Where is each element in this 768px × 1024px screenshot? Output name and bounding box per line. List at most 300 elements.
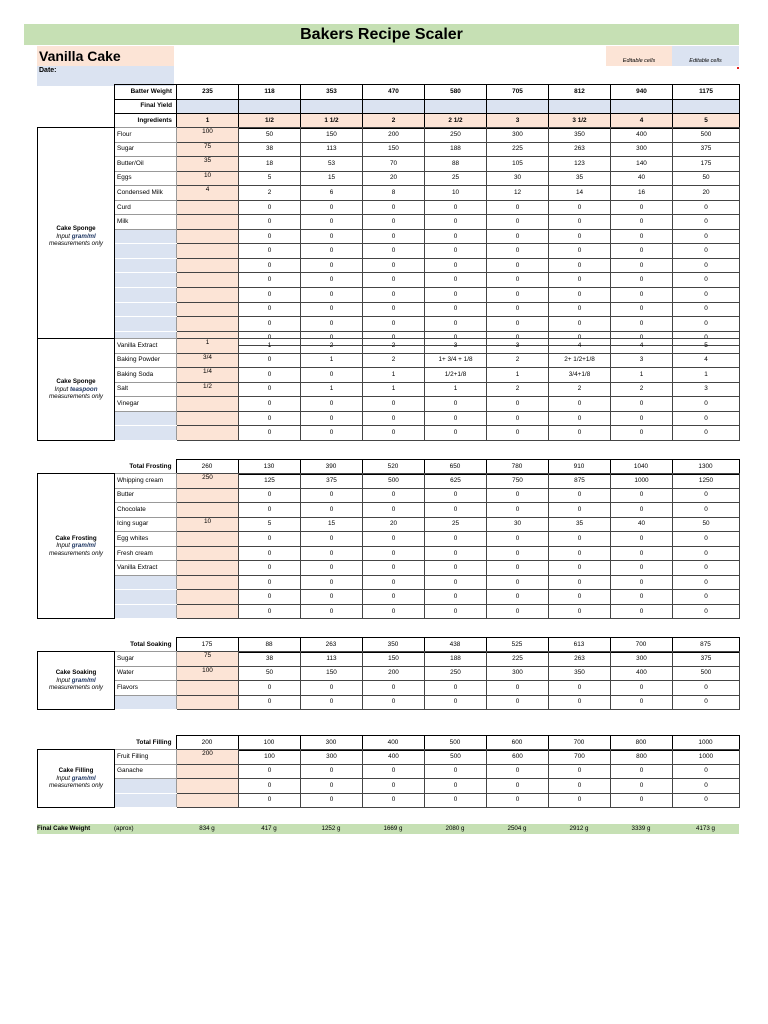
ingredient-name-cell[interactable]: Ganache xyxy=(115,764,177,779)
ingredient-name-cell[interactable] xyxy=(115,695,177,710)
scaled-amount-cell: 0 xyxy=(239,258,301,273)
scaled-amount-cell: 0 xyxy=(549,532,611,547)
scaled-amount-cell: 750 xyxy=(487,474,549,489)
ingredient-name-cell[interactable] xyxy=(115,229,177,244)
scaled-amount-cell: 0 xyxy=(673,590,740,605)
base-amount-cell[interactable]: 1/4 xyxy=(177,368,239,383)
final-weight-cell: 834 g xyxy=(199,825,215,832)
batter-weight-label: Batter Weight xyxy=(115,85,177,100)
scaled-amount-cell: 3 xyxy=(425,339,487,354)
scaled-amount-cell: 113 xyxy=(301,652,363,667)
final-weight-cell: 2080 g xyxy=(445,825,465,832)
total-cell: 525 xyxy=(486,638,548,653)
scaled-amount-cell: 700 xyxy=(549,750,611,765)
scaled-amount-cell: 0 xyxy=(239,546,301,561)
scaled-amount-cell: 25 xyxy=(425,171,487,186)
batter-weight-cell: 705 xyxy=(487,85,549,100)
base-amount-cell[interactable]: 75 xyxy=(177,142,239,157)
scaled-amount-cell: 0 xyxy=(239,317,301,332)
scaled-amount-cell: 0 xyxy=(549,575,611,590)
ingredient-name-cell[interactable]: Condensed Milk xyxy=(115,186,177,201)
scaled-amount-cell: 0 xyxy=(239,681,301,696)
scaled-amount-cell: 38 xyxy=(239,652,301,667)
ingredient-name-cell[interactable]: Butter/Oil xyxy=(115,157,177,172)
scaled-amount-cell: 0 xyxy=(487,229,549,244)
ingredient-row xyxy=(38,229,740,244)
section-note-suffix: measurements only xyxy=(49,782,103,790)
scaled-amount-cell: 0 xyxy=(425,426,487,441)
base-amount-cell[interactable]: 100 xyxy=(177,128,239,143)
scaled-amount-cell: 0 xyxy=(363,604,425,619)
base-amount-cell[interactable] xyxy=(177,779,239,794)
ingredient-row xyxy=(38,200,740,215)
header-grid xyxy=(114,84,740,129)
multiplier-cell[interactable]: 3 xyxy=(487,114,549,129)
scaled-amount-cell: 0 xyxy=(239,215,301,230)
sheet-title: Bakers Recipe Scaler xyxy=(24,24,739,45)
scaled-amount-cell: 0 xyxy=(611,561,673,576)
scaled-amount-cell: 0 xyxy=(487,397,549,412)
scaled-amount-cell: 0 xyxy=(301,229,363,244)
scaled-amount-cell: 30 xyxy=(487,171,549,186)
scaled-amount-cell: 16 xyxy=(611,186,673,201)
base-amount-cell[interactable]: 1/2 xyxy=(177,382,239,397)
scaled-amount-cell: 225 xyxy=(487,142,549,157)
scaled-amount-cell: 4 xyxy=(673,353,740,368)
ingredient-name-cell[interactable]: Flour xyxy=(115,128,177,143)
scaled-amount-cell: 0 xyxy=(611,503,673,518)
total-row xyxy=(114,638,739,653)
section-label xyxy=(38,128,115,346)
scaled-amount-cell: 0 xyxy=(611,215,673,230)
ingredient-name-cell[interactable] xyxy=(115,793,177,808)
total-cell: 520 xyxy=(362,460,424,475)
base-amount-cell[interactable]: 100 xyxy=(177,666,239,681)
scaled-amount-cell: 188 xyxy=(425,142,487,157)
ingredient-row xyxy=(38,288,740,303)
scaled-amount-cell: 0 xyxy=(425,503,487,518)
scaled-amount-cell: 0 xyxy=(487,288,549,303)
scaled-amount-cell: 500 xyxy=(673,128,740,143)
final-yield-cell[interactable] xyxy=(363,99,425,114)
multiplier-cell[interactable]: 1 1/2 xyxy=(301,114,363,129)
scaled-amount-cell: 0 xyxy=(673,200,740,215)
final-yield-cell[interactable] xyxy=(549,99,611,114)
batter-weight-cell: 812 xyxy=(549,85,611,100)
ingredient-name-cell[interactable] xyxy=(115,302,177,317)
base-amount-cell[interactable] xyxy=(177,317,239,332)
ingredient-name-cell[interactable]: Butter xyxy=(115,488,177,503)
scaled-amount-cell: 0 xyxy=(301,793,363,808)
ingredient-name-cell[interactable]: Whipping cream xyxy=(115,474,177,489)
scaled-amount-cell: 15 xyxy=(301,171,363,186)
base-amount-cell[interactable] xyxy=(177,488,239,503)
scaled-amount-cell: 0 xyxy=(239,503,301,518)
scaled-amount-cell: 1 xyxy=(363,382,425,397)
ingredient-name-cell[interactable] xyxy=(115,590,177,605)
scaled-amount-cell: 0 xyxy=(301,695,363,710)
multiplier-cell[interactable]: 4 xyxy=(611,114,673,129)
final-weight-cell: 417 g xyxy=(261,825,277,832)
scaled-amount-cell: 0 xyxy=(673,779,740,794)
scaled-amount-cell: 0 xyxy=(425,397,487,412)
section-label xyxy=(38,474,115,619)
scaled-amount-cell: 0 xyxy=(363,411,425,426)
scaled-amount-cell: 20 xyxy=(673,186,740,201)
base-amount-cell[interactable] xyxy=(177,590,239,605)
base-amount-cell[interactable] xyxy=(177,681,239,696)
final-cake-weight-bar xyxy=(37,824,739,834)
scaled-amount-cell: 1 xyxy=(301,382,363,397)
scaled-amount-cell: 113 xyxy=(301,142,363,157)
base-amount-cell[interactable] xyxy=(177,546,239,561)
scaled-amount-cell: 0 xyxy=(301,590,363,605)
multiplier-cell[interactable]: 3 1/2 xyxy=(549,114,611,129)
scaled-amount-cell: 0 xyxy=(549,331,611,346)
scaled-amount-cell: 150 xyxy=(301,666,363,681)
scaled-amount-cell: 0 xyxy=(301,288,363,303)
total-cell: 175 xyxy=(176,638,238,653)
ingredient-name-cell[interactable]: Vinegar xyxy=(115,397,177,412)
ingredient-name-cell[interactable]: Flavors xyxy=(115,681,177,696)
scaled-amount-cell: 0 xyxy=(611,229,673,244)
base-amount-cell[interactable]: 250 xyxy=(177,474,239,489)
scaled-amount-cell: 0 xyxy=(611,532,673,547)
scaled-amount-cell: 0 xyxy=(301,273,363,288)
final-yield-cell[interactable] xyxy=(611,99,673,114)
section-unit: teaspoon xyxy=(69,385,98,393)
multiplier-cell[interactable]: 1 xyxy=(177,114,239,129)
scaled-amount-cell: 15 xyxy=(301,517,363,532)
scaled-amount-cell: 4 xyxy=(549,339,611,354)
ingredient-name-cell[interactable]: Curd xyxy=(115,200,177,215)
base-amount-cell[interactable]: 75 xyxy=(177,652,239,667)
scaled-amount-cell: 0 xyxy=(425,258,487,273)
scaled-amount-cell: 0 xyxy=(611,302,673,317)
ingredient-name-cell[interactable]: Icing sugar xyxy=(115,517,177,532)
total-cell: 613 xyxy=(548,638,610,653)
scaled-amount-cell: 0 xyxy=(487,764,549,779)
scaled-amount-cell: 0 xyxy=(239,488,301,503)
scaled-amount-cell: 0 xyxy=(239,368,301,383)
scaled-amount-cell: 375 xyxy=(673,652,740,667)
ingredient-name-cell[interactable] xyxy=(115,288,177,303)
recipe-name-cell[interactable]: Vanilla Cake xyxy=(37,46,174,66)
batter-weight-cell: 235 xyxy=(177,85,239,100)
scaled-amount-cell: 0 xyxy=(425,331,487,346)
ingredient-row xyxy=(38,604,740,619)
ingredient-row xyxy=(38,517,740,532)
base-amount-cell[interactable] xyxy=(177,561,239,576)
ingredient-row xyxy=(38,575,740,590)
scaled-amount-cell: 0 xyxy=(487,779,549,794)
final-yield-cell[interactable] xyxy=(487,99,549,114)
total-cell: 780 xyxy=(486,460,548,475)
base-amount-cell[interactable] xyxy=(177,215,239,230)
scaled-amount-cell: 200 xyxy=(363,666,425,681)
ingredient-row xyxy=(38,368,740,383)
scaled-amount-cell: 0 xyxy=(549,604,611,619)
ingredient-name-cell[interactable]: Vanilla Extract xyxy=(115,339,177,354)
base-amount-cell[interactable] xyxy=(177,426,239,441)
base-amount-cell[interactable]: 1 xyxy=(177,339,239,354)
scaled-amount-cell: 0 xyxy=(301,368,363,383)
total-cell: 1300 xyxy=(672,460,739,475)
scaled-amount-cell: 263 xyxy=(549,142,611,157)
scaled-amount-cell: 0 xyxy=(487,258,549,273)
scaled-amount-cell: 0 xyxy=(611,244,673,259)
multiplier-cell[interactable]: 2 1/2 xyxy=(425,114,487,129)
base-amount-cell[interactable]: 10 xyxy=(177,517,239,532)
scaled-amount-cell: 0 xyxy=(487,317,549,332)
scaled-amount-cell: 0 xyxy=(363,215,425,230)
scaled-amount-cell: 0 xyxy=(363,590,425,605)
scaled-amount-cell: 0 xyxy=(611,317,673,332)
scaled-amount-cell: 0 xyxy=(239,532,301,547)
base-amount-cell[interactable] xyxy=(177,411,239,426)
ingredient-row xyxy=(38,244,740,259)
scaled-amount-cell: 0 xyxy=(239,426,301,441)
scaled-amount-cell: 0 xyxy=(363,200,425,215)
scaled-amount-cell: 20 xyxy=(363,171,425,186)
base-amount-cell[interactable] xyxy=(177,503,239,518)
scaled-amount-cell: 0 xyxy=(301,200,363,215)
ingredient-name-cell[interactable]: Milk xyxy=(115,215,177,230)
base-amount-cell[interactable] xyxy=(177,302,239,317)
scaled-amount-cell: 0 xyxy=(363,331,425,346)
ingredient-name-cell[interactable]: Eggs xyxy=(115,171,177,186)
scaled-amount-cell: 0 xyxy=(549,764,611,779)
ingredient-name-cell[interactable] xyxy=(115,575,177,590)
scaled-amount-cell: 0 xyxy=(673,397,740,412)
scaled-amount-cell: 5 xyxy=(673,339,740,354)
ingredient-row xyxy=(38,426,740,441)
scaled-amount-cell: 0 xyxy=(239,302,301,317)
total-cell: 263 xyxy=(300,638,362,653)
total-cell: 390 xyxy=(300,460,362,475)
ingredient-name-cell[interactable]: Fresh cream xyxy=(115,546,177,561)
multiplier-cell[interactable]: 2 xyxy=(363,114,425,129)
ingredient-name-cell[interactable] xyxy=(115,273,177,288)
scaled-amount-cell: 3 xyxy=(611,353,673,368)
base-amount-cell[interactable] xyxy=(177,397,239,412)
scaled-amount-cell: 0 xyxy=(425,317,487,332)
scaled-amount-cell: 263 xyxy=(549,652,611,667)
scaled-amount-cell: 14 xyxy=(549,186,611,201)
scaled-amount-cell: 0 xyxy=(549,561,611,576)
scaled-amount-cell: 0 xyxy=(301,331,363,346)
base-amount-cell[interactable] xyxy=(177,532,239,547)
scaled-amount-cell: 0 xyxy=(363,488,425,503)
scaled-amount-cell: 0 xyxy=(673,302,740,317)
ingredient-name-cell[interactable]: Chocolate xyxy=(115,503,177,518)
scaled-amount-cell: 0 xyxy=(363,764,425,779)
section-note-suffix: measurements only xyxy=(49,549,103,557)
base-amount-cell[interactable] xyxy=(177,288,239,303)
ingredient-name-cell[interactable] xyxy=(115,244,177,259)
scaled-amount-cell: 0 xyxy=(239,604,301,619)
ingredient-name-cell[interactable]: Egg whites xyxy=(115,532,177,547)
base-amount-cell[interactable] xyxy=(177,273,239,288)
base-amount-cell[interactable] xyxy=(177,575,239,590)
total-cell: 438 xyxy=(424,638,486,653)
scaled-amount-cell: 88 xyxy=(425,157,487,172)
ingredient-name-cell[interactable]: Sugar xyxy=(115,142,177,157)
scaled-amount-cell: 125 xyxy=(239,474,301,489)
base-amount-cell[interactable] xyxy=(177,229,239,244)
ingredient-name-cell[interactable] xyxy=(115,426,177,441)
scaled-amount-cell: 150 xyxy=(363,142,425,157)
scaled-amount-cell: 0 xyxy=(549,273,611,288)
scaled-amount-cell: 123 xyxy=(549,157,611,172)
scaled-amount-cell: 20 xyxy=(363,517,425,532)
scaled-amount-cell: 0 xyxy=(673,793,740,808)
scaled-amount-cell: 0 xyxy=(239,382,301,397)
scaled-amount-cell: 0 xyxy=(425,561,487,576)
scaled-amount-cell: 0 xyxy=(549,503,611,518)
scaled-amount-cell: 0 xyxy=(487,488,549,503)
scaled-amount-cell: 500 xyxy=(673,666,740,681)
scaled-amount-cell: 0 xyxy=(301,764,363,779)
ingredient-row xyxy=(38,411,740,426)
final-yield-label: Final Yield xyxy=(115,99,177,114)
base-amount-cell[interactable]: 4 xyxy=(177,186,239,201)
final-yield-cell[interactable] xyxy=(673,99,740,114)
base-amount-cell[interactable] xyxy=(177,244,239,259)
total-cell: 88 xyxy=(238,638,300,653)
scaled-amount-cell: 3/4+1/8 xyxy=(549,368,611,383)
ingredient-row xyxy=(38,546,740,561)
scaled-amount-cell: 0 xyxy=(239,793,301,808)
ingredient-name-cell[interactable]: Vanilla Extract xyxy=(115,561,177,576)
base-amount-cell[interactable]: 200 xyxy=(177,750,239,765)
ingredient-name-cell[interactable]: Salt xyxy=(115,382,177,397)
scaled-amount-cell: 0 xyxy=(611,604,673,619)
scaled-amount-cell: 625 xyxy=(425,474,487,489)
base-amount-cell[interactable]: 3/4 xyxy=(177,353,239,368)
scaled-amount-cell: 0 xyxy=(425,575,487,590)
base-amount-cell[interactable] xyxy=(177,604,239,619)
scaled-amount-cell: 0 xyxy=(239,353,301,368)
final-yield-cell[interactable] xyxy=(301,99,363,114)
scaled-amount-cell: 0 xyxy=(425,273,487,288)
base-amount-cell[interactable]: 10 xyxy=(177,171,239,186)
base-amount-cell[interactable] xyxy=(177,200,239,215)
final-yield-cell[interactable] xyxy=(177,99,239,114)
ingredient-name-cell[interactable]: Water xyxy=(115,666,177,681)
ingredient-name-cell[interactable] xyxy=(115,411,177,426)
ingredient-name-cell[interactable] xyxy=(115,258,177,273)
scaled-amount-cell: 3 xyxy=(487,339,549,354)
scaled-amount-cell: 875 xyxy=(549,474,611,489)
scaled-amount-cell: 1/2+1/8 xyxy=(425,368,487,383)
final-yield-cell[interactable] xyxy=(425,99,487,114)
scaled-amount-cell: 375 xyxy=(301,474,363,489)
date-cell[interactable]: Date: xyxy=(37,66,174,86)
ingredient-name-cell[interactable]: Baking Soda xyxy=(115,368,177,383)
ingredient-name-cell[interactable] xyxy=(115,317,177,332)
section-title: Cake Sponge xyxy=(56,378,96,386)
final-yield-cell[interactable] xyxy=(239,99,301,114)
scaled-amount-cell: 0 xyxy=(549,695,611,710)
scaled-amount-cell: 400 xyxy=(611,128,673,143)
scaled-amount-cell: 1 xyxy=(239,339,301,354)
scaled-amount-cell: 0 xyxy=(363,681,425,696)
ingredient-row xyxy=(38,488,740,503)
scaled-amount-cell: 300 xyxy=(611,652,673,667)
scaled-amount-cell: 0 xyxy=(487,215,549,230)
base-amount-cell[interactable] xyxy=(177,695,239,710)
scaled-amount-cell: 0 xyxy=(549,779,611,794)
batter-weight-cell: 940 xyxy=(611,85,673,100)
scaled-amount-cell: 0 xyxy=(301,215,363,230)
total-cell: 700 xyxy=(548,736,610,751)
base-amount-cell[interactable]: 35 xyxy=(177,157,239,172)
scaled-amount-cell: 350 xyxy=(549,666,611,681)
section-frosting xyxy=(37,473,740,619)
scaled-amount-cell: 150 xyxy=(301,128,363,143)
scaled-amount-cell: 0 xyxy=(363,532,425,547)
multiplier-cell[interactable]: 5 xyxy=(673,114,740,129)
scaled-amount-cell: 0 xyxy=(549,426,611,441)
scaled-amount-cell: 0 xyxy=(611,273,673,288)
ingredient-name-cell[interactable] xyxy=(115,779,177,794)
section-filling xyxy=(37,749,740,808)
scaled-amount-cell: 225 xyxy=(487,652,549,667)
ingredient-name-cell[interactable]: Sugar xyxy=(115,652,177,667)
batter-weight-cell: 118 xyxy=(239,85,301,100)
ingredient-row xyxy=(38,302,740,317)
scaled-amount-cell: 0 xyxy=(549,229,611,244)
scaled-amount-cell: 0 xyxy=(363,779,425,794)
scaled-amount-cell: 250 xyxy=(425,128,487,143)
scaled-amount-cell: 0 xyxy=(239,244,301,259)
scaled-amount-cell: 0 xyxy=(549,793,611,808)
scaled-amount-cell: 50 xyxy=(673,517,740,532)
scaled-amount-cell: 0 xyxy=(301,488,363,503)
scaled-amount-cell: 0 xyxy=(363,426,425,441)
scaled-amount-cell: 0 xyxy=(425,288,487,303)
ingredient-row xyxy=(38,157,740,172)
scaled-amount-cell: 18 xyxy=(239,157,301,172)
section-title: Cake Frosting xyxy=(55,534,97,542)
base-amount-cell[interactable] xyxy=(177,793,239,808)
scaled-amount-cell: 0 xyxy=(363,575,425,590)
multiplier-cell[interactable]: 1/2 xyxy=(239,114,301,129)
scaled-amount-cell: 0 xyxy=(673,681,740,696)
scaled-amount-cell: 0 xyxy=(363,546,425,561)
ingredient-name-cell[interactable]: Baking Powder xyxy=(115,353,177,368)
section-title: Cake Filling xyxy=(58,767,94,775)
scaled-amount-cell: 0 xyxy=(673,546,740,561)
total-label: Total Soaking xyxy=(130,640,172,648)
scaled-amount-cell: 500 xyxy=(425,750,487,765)
scaled-amount-cell: 0 xyxy=(425,604,487,619)
section-title: Cake Sponge xyxy=(56,225,96,233)
section-label xyxy=(38,750,115,808)
total-row xyxy=(114,460,739,475)
ingredient-name-cell[interactable]: Fruit Filling xyxy=(115,750,177,765)
base-amount-cell[interactable] xyxy=(177,764,239,779)
base-amount-cell[interactable] xyxy=(177,258,239,273)
scaled-amount-cell: 0 xyxy=(611,793,673,808)
scaled-amount-cell: 35 xyxy=(549,517,611,532)
total-row xyxy=(114,736,739,751)
ingredient-name-cell[interactable] xyxy=(115,604,177,619)
scaled-amount-cell: 0 xyxy=(611,590,673,605)
cell-comment-marker xyxy=(737,67,739,69)
scaled-amount-cell: 0 xyxy=(301,681,363,696)
